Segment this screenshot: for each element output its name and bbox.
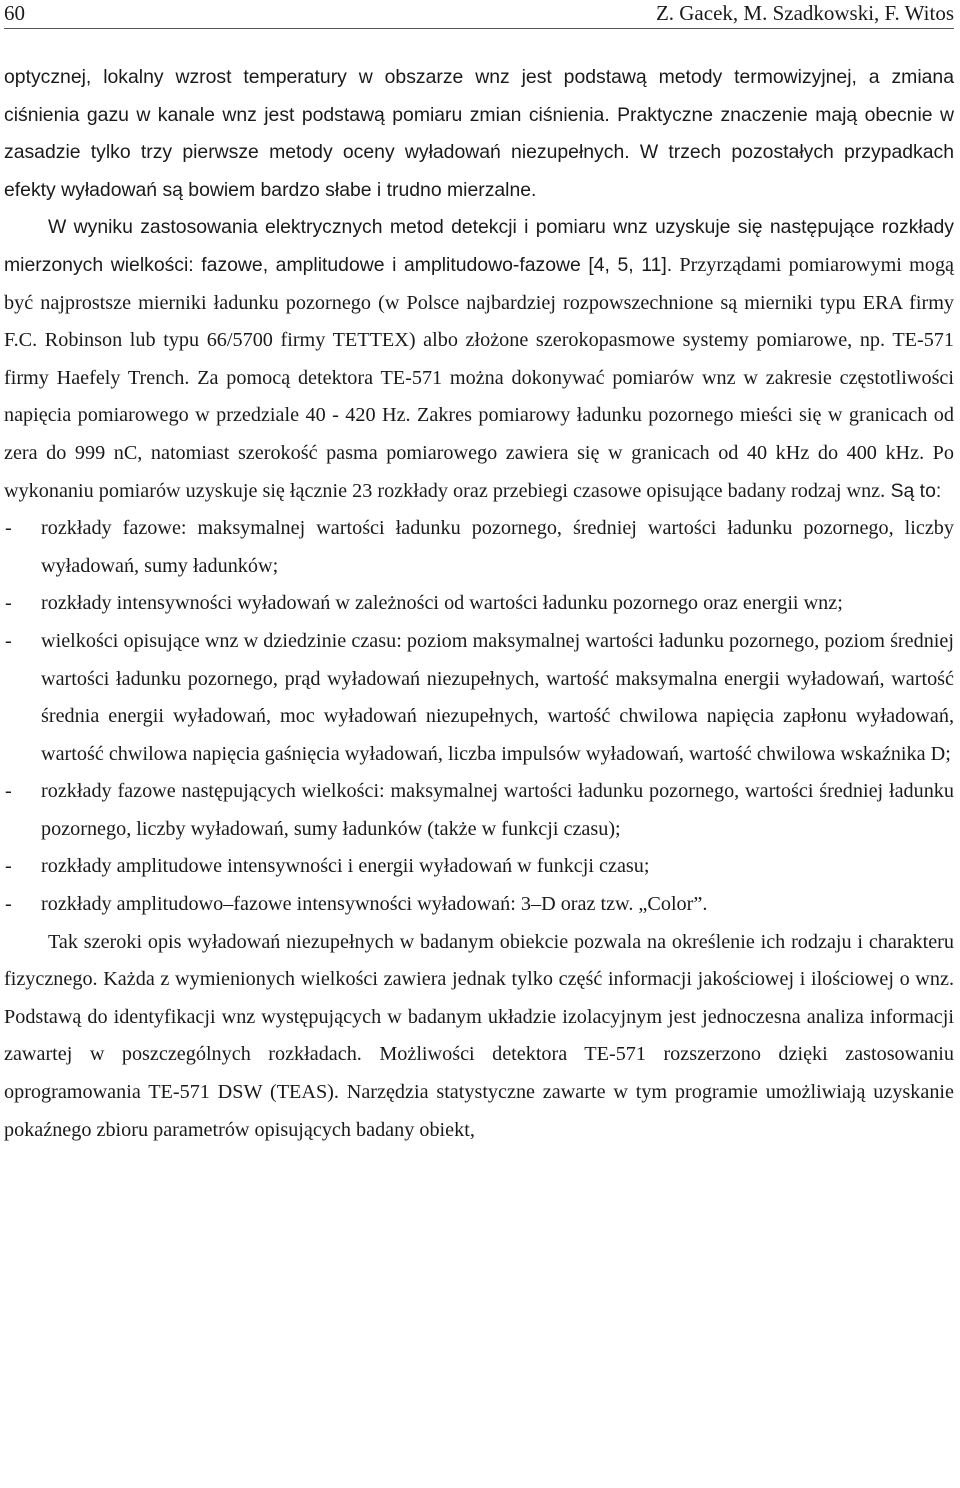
list-item-text: rozkłady amplitudowo–fazowe intensywności wyładowań: 3–D oraz tzw. „Color”. [41, 893, 708, 916]
paragraph-1-part-b: Praktyczne znaczenie mają obecnie w zasadzie tylko trzy pierwsze metody oceny wyładowań niezupełnych. W trzech pozostałych przypadkach efekty wyładowań są bowiem bardzo słabe i trudno mierzalne. [4, 103, 954, 201]
list-item [4, 585, 954, 623]
list-dash: - [5, 592, 12, 615]
body-text [4, 59, 954, 1149]
list-dash: - [5, 517, 12, 540]
paragraph-1 [4, 59, 954, 209]
list-item [4, 510, 954, 585]
list-item-text: rozkłady amplitudowe intensywności i energii wyładowań w funkcji czasu; [41, 855, 650, 878]
list-item [4, 623, 954, 773]
list-item [4, 848, 954, 886]
list-dash: - [5, 893, 12, 916]
paragraph-3: Tak szeroki opis wyładowań niezupełnych w badanym obiekcie pozwala na określenie ich rodzaju i charakteru fizycznego. Każda z wymienionych wielkości zawiera jednak tylko część informacji jakościowej i ilościowej o wnz. Podstawą do identyfikacji wnz występujących w badanym układzie izolacyjnym jest jednoczesna analiza informacji zawartej w poszczególnych rozkładach. Możliwości detektora TE-571 rozszerzono dzięki zastosowaniu oprogramowania TE-571 DSW (TEAS). Narzędzia statystyczne zawarte w tym programie umożliwiają uzyskanie pokaźnego zbioru parametrów opisujących badany obiekt, [4, 930, 954, 1141]
page-number: 60 [4, 1, 25, 25]
paragraph-2 [4, 209, 954, 510]
paragraph-2-part-b: Przyrządami pomiarowymi mogą być najprostsze mierniki ładunku pozornego (w Polsce najbardziej rozpowszechnione są mierniki typu ERA firmy F.C. Robinson lub typu 66/5700 firmy TETTEX) albo złożone szerokopasmowe systemy pomiarowe, np. TE-571 firmy Haefely Trench. Za pomocą detektora TE-571 można dokonywać pomiarów wnz w zakresie częstotliwości napięcia pomiarowego w przedziale 40 - 420 Hz. Zakres pomiarowy ładunku pozornego mieści się w granicach od zera do 999 nC, natomiast szerokość pasma pomiarowego zawiera się w granicach od 40 kHz do 400 kHz. Po wykonaniu pomiarów uzyskuje się łącznie 23 rozkłady oraz przebiegi czasowe opisujące badany rodzaj wnz. [4, 253, 954, 502]
running-head: Z. Gacek, M. Szadkowski, F. Witos [655, 1, 954, 25]
list-item [4, 886, 954, 924]
list-item-text: rozkłady fazowe następujących wielkości: maksymalnej wartości ładunku pozornego, wartości średniej ładunku pozornego, liczby wyładowań, sumy ładunków (także w funkcji czasu); [41, 780, 954, 840]
list-dash: - [5, 629, 12, 652]
list-dash: - [5, 780, 12, 803]
page-header [4, 0, 954, 29]
list-dash: - [5, 855, 12, 878]
distribution-list [4, 510, 954, 924]
paragraph-2-part-a: W wyniku zastosowania elektrycznych metod detekcji i pomiaru wnz uzyskuje się następujące rozkłady mierzonych wielkości: fazowe, amplitudowe i amplitudowo-fazowe [4, 5, 11]. [4, 216, 954, 276]
paragraph-2-part-c: Są to: [885, 479, 942, 502]
list-item-text: rozkłady fazowe: maksymalnej wartości ładunku pozornego, średniej wartości ładunku pozornego, liczby wyładowań, sumy ładunków; [41, 517, 954, 577]
list-item [4, 773, 954, 848]
list-item-text: wielkości opisujące wnz w dziedzinie czasu: poziom maksymalnej wartości ładunku pozornego, poziom średniej wartości ładunku pozornego, prąd wyładowań niezupełnych, wartość maksymalna energii wyładowań, wartość średnia energii wyładowań, moc wyładowań niezupełnych, wartość chwilowa napięcia zapłonu wyładowań, wartość chwilowa napięcia gaśnięcia wyładowań, liczba impulsów wyładowań, wartość chwilowa wskaźnika D; [41, 629, 954, 765]
list-item-text: rozkłady intensywności wyładowań w zależności od wartości ładunku pozornego oraz energii wnz; [41, 592, 843, 615]
paragraph-1-part-a: optycznej, lokalny wzrost temperatury w obszarze wnz jest podstawą metody termowizyjnej, a zmiana ciśnienia gazu w kanale wnz jest podstawą pomiaru zmian ciśnienia. [4, 66, 954, 126]
